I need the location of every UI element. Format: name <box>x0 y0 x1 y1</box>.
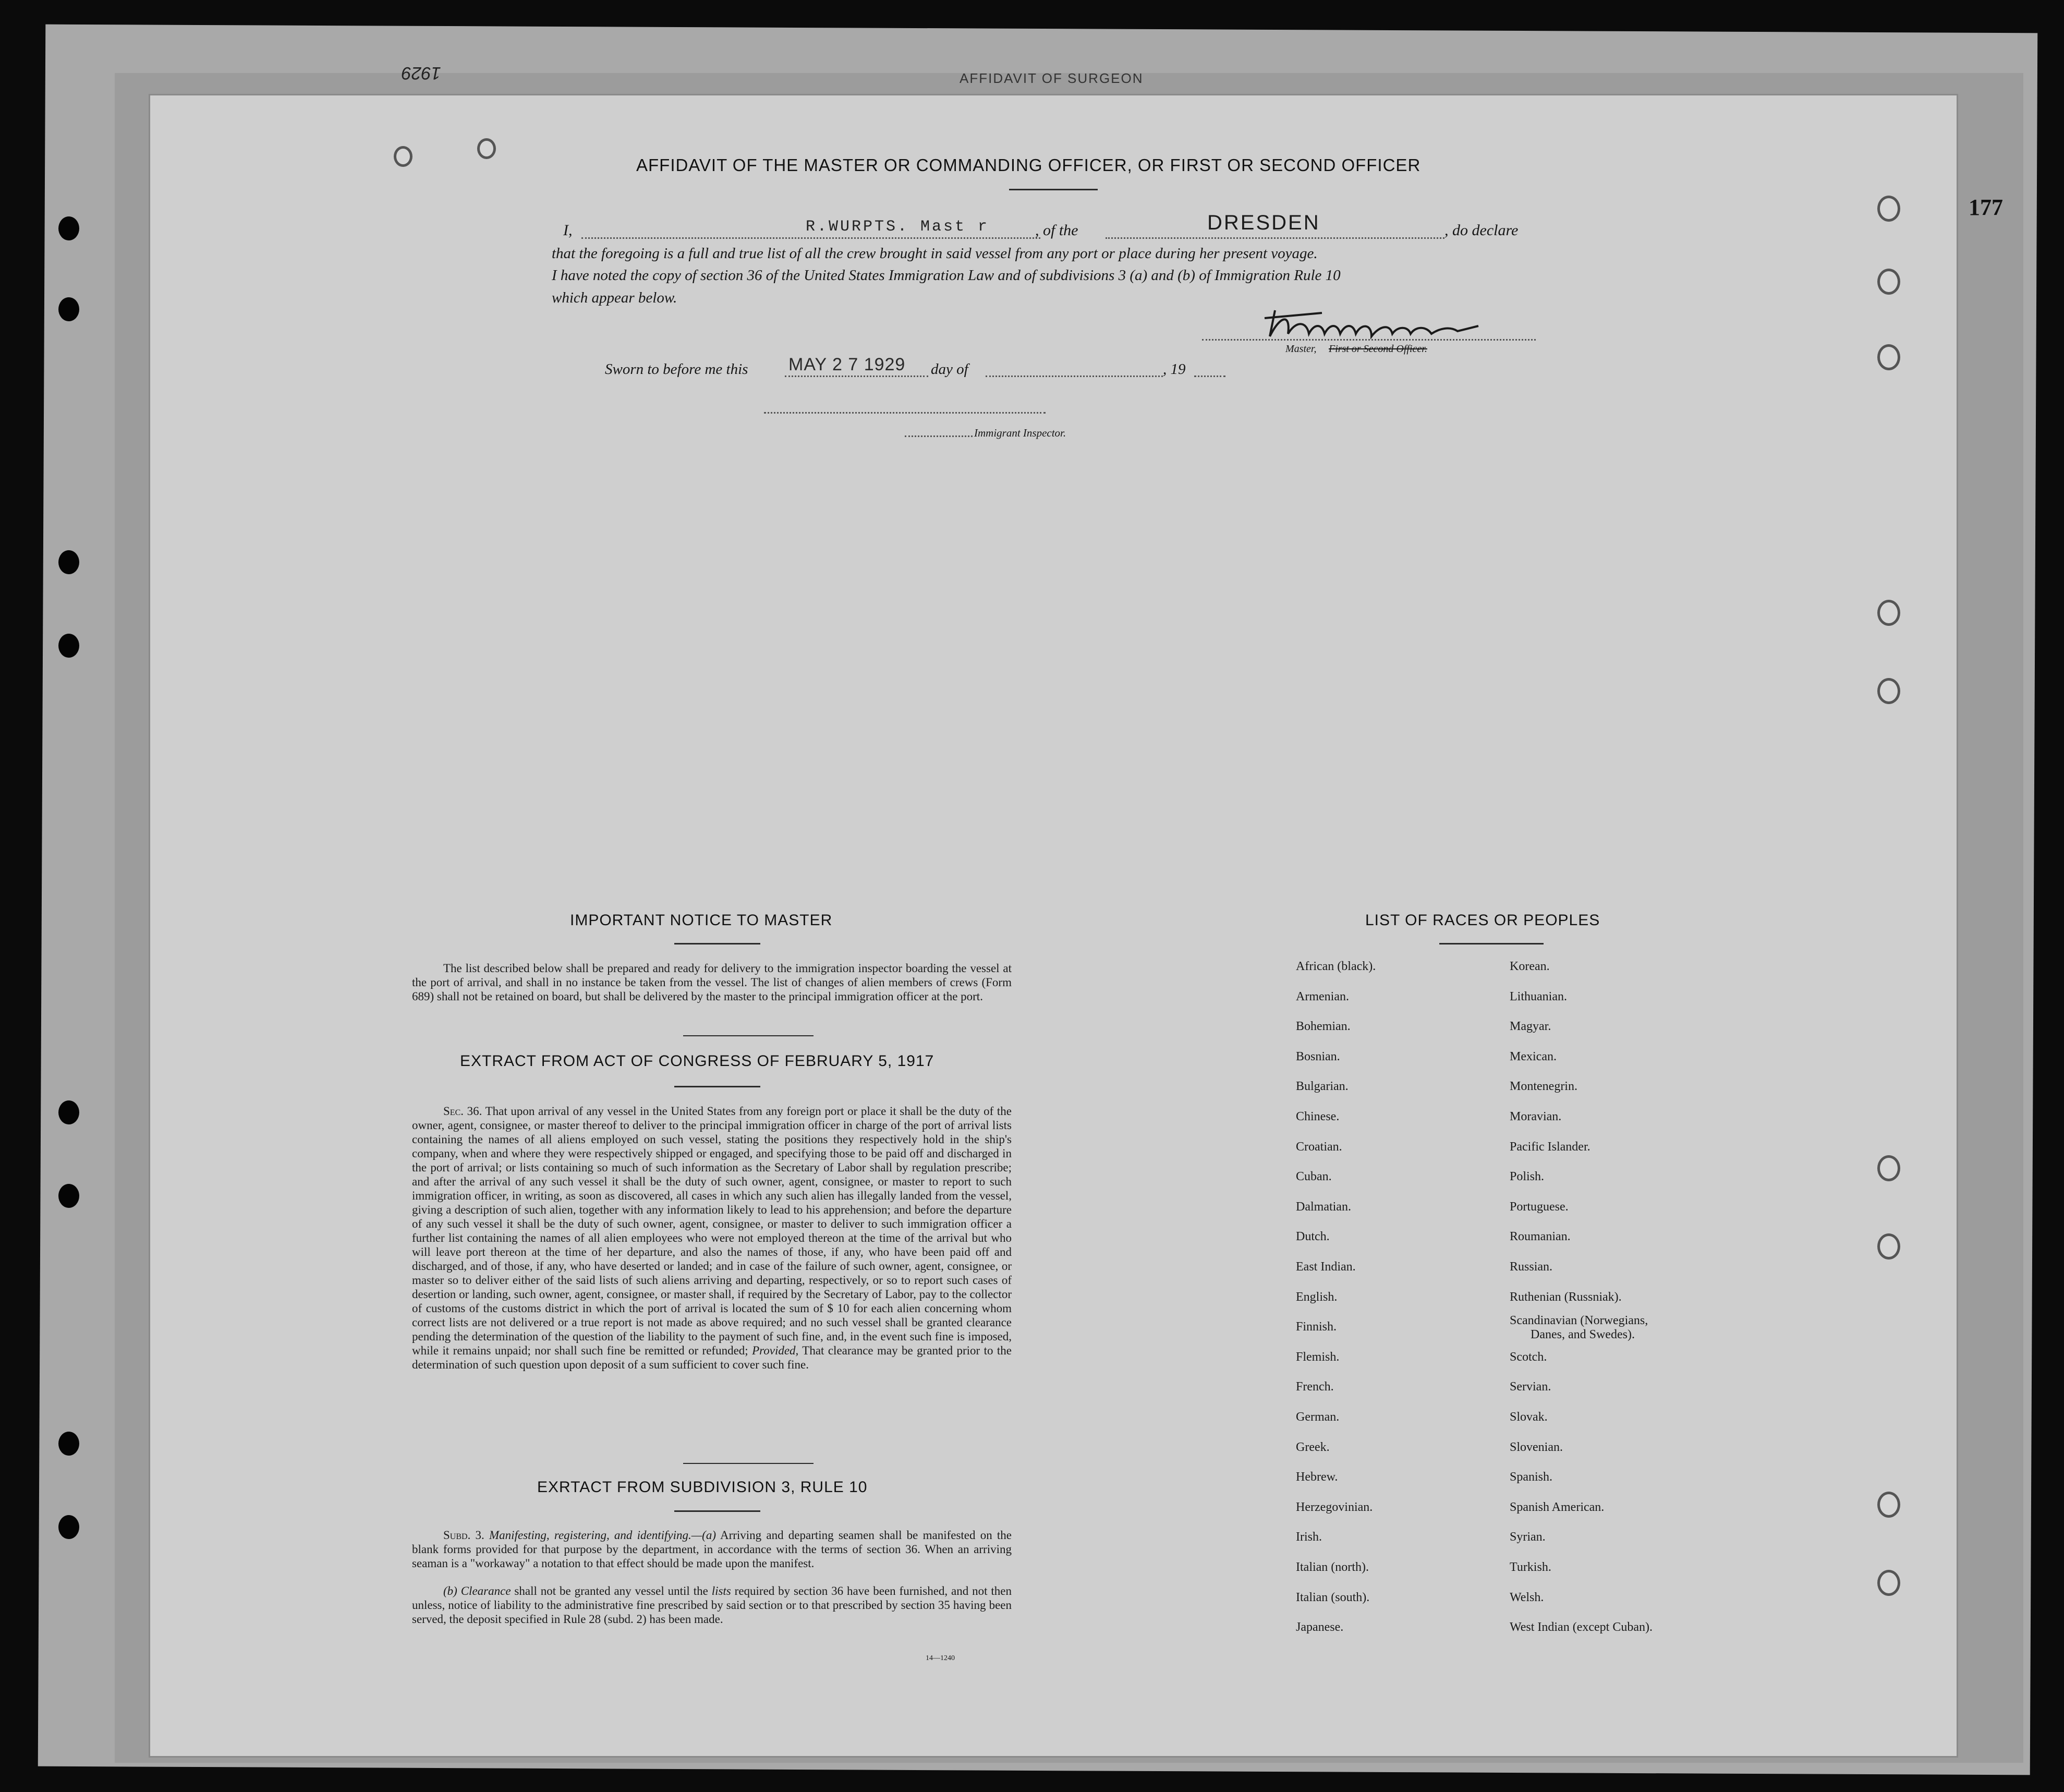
race-item: Lithuanian. <box>1510 989 1567 1003</box>
race-item: Mexican. <box>1510 1049 1557 1063</box>
sec-label: Sec. 36. <box>443 1105 482 1118</box>
inspector-label: Immigrant Inspector. <box>974 427 1066 439</box>
rule-text-a: Arriving and departing seamen shall be manifested on the blank forms provided for that purpose by the department, in accordance with the terms of section 36. When an arriving seaman is a "workaway" a notation to that effect should be made upon the manifest. <box>412 1529 1012 1570</box>
races-title: LIST OF RACES OR PEOPLES <box>1365 912 1600 929</box>
binder-ring <box>477 138 496 159</box>
act-body: That upon arrival of any vessel in the United States from any foreign port or place it shall be the duty of the owner, agent, consignee, or master thereof to deliver to the principal immigration officer in charge of the port of arrival lists containing the names of all aliens employed on such vessel, stating the positions they respectively hold in the ship's company, when and where they were respectively shipped or engaged, and specifying those to be paid off and discharged in the port of arrival; or lists containing so much of such information as the Secretary of Labor shall by regulation prescribe; and after the arrival of any such vessel it shall be the duty of such owner, agent, consignee, or master to report to such immigration officer, in writing, as soon as discovered, all cases in which any such alien has illegally landed from the vessel, giving a description of such alien, together with any information likely to lead to his apprehension; and before the departure of any such vessel it shall be the duty of such owner, agent, consignee, or master to deliver to such immigration officer a further list containing the names of all alien employees who were not employed thereon at the time of the arrival but who will leave port thereon at the time of her departure, and also the names of those, if any, who have been paid off and discharged, and of those, if any, who have deserted or landed; and in case of the failure of such owner, agent, consignee, or master so to deliver either of the said lists of such aliens arriving and departing, respectively, or so to report such cases of desertion or landing, such owner, agent, consignee, or master shall, if required by the Secretary of Labor, pay to the collector of customs of the customs district in which the port of arrival is located the sum of $ 10 for each alien concerning whom correct lists are not delivered or a true report is not made as above required; and no such vessel shall be granted clearance pending the determination of the question of the liability to the payment of such fine, and, in the event such fine is imposed, while it remains unpaid; nor shall such fine be remitted or refunded; <box>412 1105 1012 1357</box>
races-underline <box>1439 943 1544 945</box>
binder-ring <box>1877 600 1900 626</box>
race-item: Chinese. <box>1296 1110 1340 1123</box>
sworn-date-stamp: MAY 2 7 1929 <box>788 355 906 374</box>
race-item: Italian (south). <box>1296 1590 1370 1604</box>
race-item: Dutch. <box>1296 1230 1330 1244</box>
act-body-end: That clearance may be granted prior to the determination of such question upon deposit of a sum sufficient to cover such fine. <box>412 1344 1012 1371</box>
do-declare-label: , do declare <box>1444 222 1519 239</box>
race-item: Finnish. <box>1296 1320 1337 1334</box>
binder-ring <box>1877 1492 1900 1518</box>
lists-word: lists <box>711 1584 731 1597</box>
year-line <box>1194 376 1225 377</box>
binder-ring <box>1877 344 1900 370</box>
race-item: Hebrew. <box>1296 1470 1338 1484</box>
title-underline <box>1009 189 1098 190</box>
section-divider-2 <box>683 1463 814 1464</box>
race-item: Servian. <box>1510 1380 1551 1394</box>
race-item: Greek. <box>1296 1440 1330 1454</box>
subd-heading: Manifesting, registering, and identifying.—(a) <box>489 1529 716 1542</box>
subd-label: Subd. 3. <box>443 1529 484 1542</box>
rule-extract-text-b <box>412 1584 1012 1626</box>
race-item: Turkish. <box>1510 1560 1551 1574</box>
sworn-date-line <box>785 376 928 377</box>
race-item: Armenian. <box>1296 989 1349 1003</box>
race-item: Slovenian. <box>1510 1440 1563 1454</box>
act-underline <box>674 1086 760 1087</box>
race-item: Irish. <box>1296 1530 1322 1544</box>
race-item: Dalmatian. <box>1296 1200 1351 1214</box>
of-the-label: , of the <box>1035 222 1078 239</box>
race-item: Herzegovinian. <box>1296 1500 1373 1514</box>
page-number: 177 <box>1969 195 2003 220</box>
race-item: Scotch. <box>1510 1350 1547 1364</box>
rule-extract-text-a <box>412 1528 1012 1570</box>
rule-extract-title: EXRTACT FROM SUBDIVISION 3, RULE 10 <box>537 1479 868 1496</box>
race-item: Bulgarian. <box>1296 1080 1349 1094</box>
race-item: Pacific Islander. <box>1510 1140 1591 1154</box>
binder-hole <box>58 1100 79 1124</box>
rule-text-b1: shall not be granted any vessel until the <box>514 1584 708 1597</box>
race-item: Flemish. <box>1296 1350 1340 1364</box>
race-item: Welsh. <box>1510 1590 1544 1604</box>
vessel-name-line <box>1106 237 1444 239</box>
race-item: Portuguese. <box>1510 1200 1569 1214</box>
race-item: Roumanian. <box>1510 1230 1571 1244</box>
clearance-word: Clearance <box>460 1584 511 1597</box>
race-item: Spanish. <box>1510 1470 1553 1484</box>
master-name-field: R.WURPTS. Mast r <box>806 218 990 236</box>
affidavit-i-label: I, <box>563 222 573 239</box>
notice-title: IMPORTANT NOTICE TO MASTER <box>570 912 833 929</box>
rule-underline <box>674 1510 760 1512</box>
binder-ring <box>1877 678 1900 704</box>
race-item: Montenegrin. <box>1510 1080 1577 1094</box>
signature-title-master: Master, <box>1285 343 1317 355</box>
rule-text-b2: required by section 36 have been furnished, and not then unless, notice of liability to the administrative fine prescribed by said section or to that prescribed by section 35 having been served, the deposit specified in Rule 28 (subd. 2) has been made. <box>412 1584 1012 1626</box>
provided-word: Provided, <box>752 1344 799 1357</box>
race-item: Japanese. <box>1296 1620 1344 1634</box>
binder-hole <box>58 1432 79 1456</box>
race-item: Cuban. <box>1296 1170 1332 1184</box>
binder-hole <box>58 1515 79 1539</box>
race-item: Slovak. <box>1510 1410 1548 1424</box>
master-name-line <box>581 237 1040 239</box>
binder-ring <box>1877 1570 1900 1596</box>
top-stamp: 1929 <box>402 63 441 83</box>
race-item: Croatian. <box>1296 1140 1342 1154</box>
section-divider <box>683 1035 814 1036</box>
binder-ring <box>394 146 412 167</box>
binder-ring <box>1877 269 1900 295</box>
race-item: French. <box>1296 1380 1334 1394</box>
race-item: Ruthenian (Russniak). <box>1510 1290 1622 1304</box>
affidavit-title: AFFIDAVIT OF THE MASTER OR COMMANDING OFFICER, OR FIRST OR SECOND OFFICER <box>636 155 1421 175</box>
race-item: African (black). <box>1296 960 1376 973</box>
race-item: Magyar. <box>1510 1020 1551 1034</box>
inspector-line-short <box>905 435 973 437</box>
race-item: Bohemian. <box>1296 1020 1351 1034</box>
signature-title-struck: First or Second Officer. <box>1329 343 1427 355</box>
sworn-label: Sworn to before me this <box>605 361 748 378</box>
race-item: East Indian. <box>1296 1260 1356 1274</box>
race-item: Korean. <box>1510 960 1550 973</box>
race-item-continuation: Danes, and Swedes). <box>1531 1328 1635 1342</box>
b-label: (b) <box>443 1584 457 1597</box>
race-item: German. <box>1296 1410 1340 1424</box>
day-of-label: day of <box>931 361 968 378</box>
race-item: Polish. <box>1510 1170 1545 1184</box>
race-item: Spanish American. <box>1510 1500 1605 1514</box>
race-item: Italian (north). <box>1296 1560 1369 1574</box>
notice-underline <box>674 943 760 945</box>
race-item: Syrian. <box>1510 1530 1546 1544</box>
race-item: Scandinavian (Norwegians, <box>1510 1314 1648 1328</box>
binder-hole <box>58 216 79 240</box>
act-extract-text <box>412 1104 1012 1372</box>
binder-hole <box>58 634 79 658</box>
document-page <box>149 94 1958 1758</box>
notice-text: The list described below shall be prepared and ready for delivery to the immigration inspector boarding the vessel at the port of arrival, and shall in no instance be taken from the vessel. The list of changes of alien members of crews (Form 689) shall not be retained on board, but shall be delivered by the master to the principal immigration officer at the port. <box>412 962 1012 1003</box>
binder-ring <box>1877 1233 1900 1260</box>
affidavit-line-3: I have noted the copy of section 36 of the United States Immigration Law and of subdivisions 3 (a) and (b) of Immigration Rule 10 <box>552 267 1341 284</box>
inspector-signature-line <box>764 412 1046 414</box>
affidavit-line-2: that the foregoing is a full and true list of all the crew brought in said vessel from any port or place during her present voyage. <box>552 245 1318 262</box>
binder-hole <box>58 550 79 574</box>
affidavit-line-4: which appear below. <box>552 289 677 306</box>
race-item: Bosnian. <box>1296 1049 1340 1063</box>
act-extract-title: EXTRACT FROM ACT OF CONGRESS OF FEBRUARY 5, 1917 <box>460 1052 934 1070</box>
underlying-page-heading: AFFIDAVIT OF SURGEON <box>960 70 1144 86</box>
race-item: Russian. <box>1510 1260 1553 1274</box>
signature-line <box>1202 339 1536 341</box>
binder-hole <box>58 297 79 321</box>
binder-ring <box>1877 196 1900 222</box>
form-number: 14—1240 <box>926 1654 955 1662</box>
race-item: English. <box>1296 1290 1338 1304</box>
binder-hole <box>58 1184 79 1208</box>
race-item: West Indian (except Cuban). <box>1510 1620 1653 1634</box>
binder-ring <box>1877 1155 1900 1181</box>
month-line <box>986 376 1163 377</box>
year-prefix: , 19 <box>1163 361 1186 378</box>
race-item: Moravian. <box>1510 1110 1562 1123</box>
vessel-name-field: DRESDEN <box>1207 211 1320 234</box>
